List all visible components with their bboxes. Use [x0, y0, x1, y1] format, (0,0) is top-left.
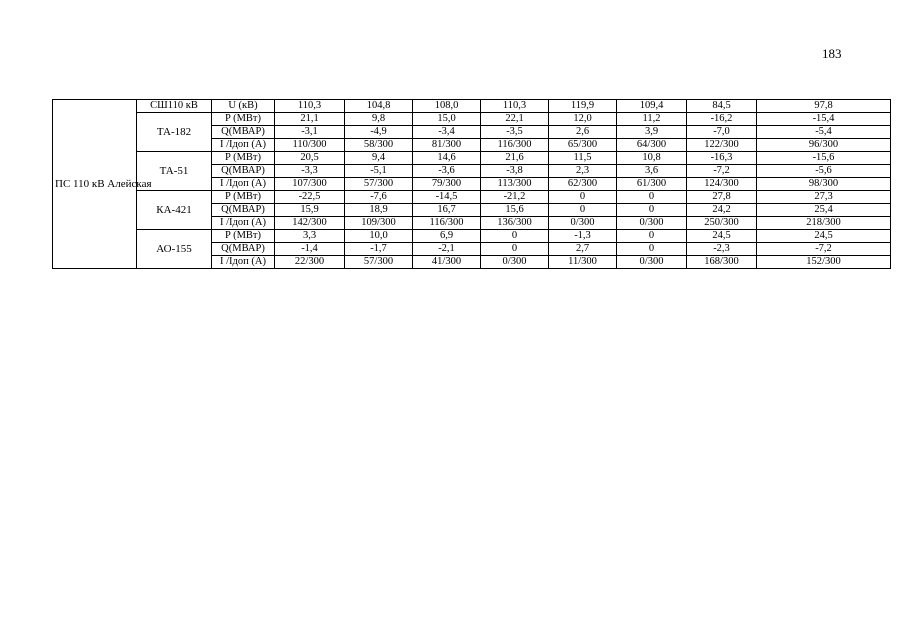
value-cell: 0/300 — [549, 217, 617, 230]
value-cell: 9,8 — [345, 113, 413, 126]
value-cell: 110,3 — [275, 100, 345, 113]
value-cell: -2,3 — [687, 243, 757, 256]
value-cell: -3,8 — [481, 165, 549, 178]
value-cell: 81/300 — [413, 139, 481, 152]
table-row — [53, 113, 891, 126]
value-cell: 107/300 — [275, 178, 345, 191]
value-cell: 97,8 — [757, 100, 891, 113]
value-cell: 113/300 — [481, 178, 549, 191]
value-cell: 21,6 — [481, 152, 549, 165]
param-cell: Q(МВАР) — [212, 165, 275, 178]
value-cell: 0/300 — [617, 217, 687, 230]
param-cell: P (МВт) — [212, 230, 275, 243]
value-cell: -3,5 — [481, 126, 549, 139]
value-cell: 0 — [481, 243, 549, 256]
value-cell: 11,2 — [617, 113, 687, 126]
value-cell: 10,0 — [345, 230, 413, 243]
value-cell: -7,0 — [687, 126, 757, 139]
value-cell: 152/300 — [757, 256, 891, 269]
value-cell: 41/300 — [413, 256, 481, 269]
param-cell: I /Iдоп (А) — [212, 139, 275, 152]
value-cell: 0 — [617, 191, 687, 204]
value-cell: 11,5 — [549, 152, 617, 165]
value-cell: 84,5 — [687, 100, 757, 113]
value-cell: 16,7 — [413, 204, 481, 217]
value-cell: 15,6 — [481, 204, 549, 217]
value-cell: 3,3 — [275, 230, 345, 243]
value-cell: 2,6 — [549, 126, 617, 139]
value-cell: 18,9 — [345, 204, 413, 217]
feeder-name-cell: АО-155 — [137, 230, 212, 269]
value-cell: 24,5 — [757, 230, 891, 243]
value-cell: 22/300 — [275, 256, 345, 269]
value-cell: 0/300 — [617, 256, 687, 269]
value-cell: 110/300 — [275, 139, 345, 152]
table-row — [53, 191, 891, 204]
value-cell: -1,7 — [345, 243, 413, 256]
param-cell: I /Iдоп (А) — [212, 256, 275, 269]
value-cell: 0 — [617, 230, 687, 243]
value-cell: 0 — [617, 204, 687, 217]
value-cell: 25,4 — [757, 204, 891, 217]
table-row — [53, 100, 891, 113]
value-cell: -15,6 — [757, 152, 891, 165]
value-cell: 0 — [549, 204, 617, 217]
value-cell: -3,1 — [275, 126, 345, 139]
value-cell: -4,9 — [345, 126, 413, 139]
value-cell: 10,8 — [617, 152, 687, 165]
table-body — [53, 100, 891, 269]
value-cell: 0 — [617, 243, 687, 256]
value-cell: 22,1 — [481, 113, 549, 126]
value-cell: -5,4 — [757, 126, 891, 139]
value-cell: -21,2 — [481, 191, 549, 204]
value-cell: 168/300 — [687, 256, 757, 269]
value-cell: 9,4 — [345, 152, 413, 165]
value-cell: 124/300 — [687, 178, 757, 191]
value-cell: 250/300 — [687, 217, 757, 230]
table-row — [53, 230, 891, 243]
param-cell: Q(МВАР) — [212, 243, 275, 256]
value-cell: -1,4 — [275, 243, 345, 256]
value-cell: 2,3 — [549, 165, 617, 178]
value-cell: -5,1 — [345, 165, 413, 178]
param-cell: Q(МВАР) — [212, 204, 275, 217]
page-number: 183 — [822, 46, 842, 61]
feeder-name-cell: КА-421 — [137, 191, 212, 230]
value-cell: -16,2 — [687, 113, 757, 126]
value-cell: -1,3 — [549, 230, 617, 243]
value-cell: 142/300 — [275, 217, 345, 230]
value-cell: -3,3 — [275, 165, 345, 178]
value-cell: 14,6 — [413, 152, 481, 165]
param-cell: I /Iдоп (А) — [212, 178, 275, 191]
value-cell: 15,0 — [413, 113, 481, 126]
value-cell: -16,3 — [687, 152, 757, 165]
value-cell: 21,1 — [275, 113, 345, 126]
load-flow-table — [52, 99, 891, 269]
value-cell: 109,4 — [617, 100, 687, 113]
feeder-name-cell: ТА-182 — [137, 113, 212, 152]
value-cell: 110,3 — [481, 100, 549, 113]
value-cell: 116/300 — [413, 217, 481, 230]
value-cell: -7,6 — [345, 191, 413, 204]
value-cell: 62/300 — [549, 178, 617, 191]
value-cell: 20,5 — [275, 152, 345, 165]
value-cell: 109/300 — [345, 217, 413, 230]
value-cell: 0 — [549, 191, 617, 204]
value-cell: -22,5 — [275, 191, 345, 204]
value-cell: 6,9 — [413, 230, 481, 243]
value-cell: 0 — [481, 230, 549, 243]
table-row — [53, 152, 891, 165]
param-cell: Q(МВАР) — [212, 126, 275, 139]
value-cell: -3,6 — [413, 165, 481, 178]
value-cell: 58/300 — [345, 139, 413, 152]
value-cell: 104,8 — [345, 100, 413, 113]
value-cell: 3,6 — [617, 165, 687, 178]
param-cell: P (МВт) — [212, 152, 275, 165]
value-cell: 2,7 — [549, 243, 617, 256]
value-cell: 116/300 — [481, 139, 549, 152]
param-cell: I /Iдоп (А) — [212, 217, 275, 230]
value-cell: -5,6 — [757, 165, 891, 178]
value-cell: 24,2 — [687, 204, 757, 217]
value-cell: 64/300 — [617, 139, 687, 152]
value-cell: 27,3 — [757, 191, 891, 204]
value-cell: 27,8 — [687, 191, 757, 204]
value-cell: -15,4 — [757, 113, 891, 126]
value-cell: 79/300 — [413, 178, 481, 191]
bus-name-cell: СШ110 кВ — [137, 100, 212, 113]
value-cell: 57/300 — [345, 256, 413, 269]
value-cell: 61/300 — [617, 178, 687, 191]
value-cell: -7,2 — [687, 165, 757, 178]
value-cell: 98/300 — [757, 178, 891, 191]
value-cell: 12,0 — [549, 113, 617, 126]
value-cell: 57/300 — [345, 178, 413, 191]
value-cell: 108,0 — [413, 100, 481, 113]
value-cell: 119,9 — [549, 100, 617, 113]
param-cell: P (МВт) — [212, 191, 275, 204]
value-cell: -7,2 — [757, 243, 891, 256]
value-cell: 122/300 — [687, 139, 757, 152]
value-cell: 15,9 — [275, 204, 345, 217]
value-cell: -14,5 — [413, 191, 481, 204]
value-cell: -2,1 — [413, 243, 481, 256]
value-cell: 136/300 — [481, 217, 549, 230]
feeder-name-cell: ТА-51 — [137, 152, 212, 191]
value-cell: 65/300 — [549, 139, 617, 152]
value-cell: 218/300 — [757, 217, 891, 230]
param-cell: P (МВт) — [212, 113, 275, 126]
param-cell: U (кВ) — [212, 100, 275, 113]
value-cell: 11/300 — [549, 256, 617, 269]
station-name-cell: ПС 110 кВ Алейская — [53, 100, 137, 269]
value-cell: 3,9 — [617, 126, 687, 139]
value-cell: 0/300 — [481, 256, 549, 269]
value-cell: 24,5 — [687, 230, 757, 243]
value-cell: -3,4 — [413, 126, 481, 139]
value-cell: 96/300 — [757, 139, 891, 152]
